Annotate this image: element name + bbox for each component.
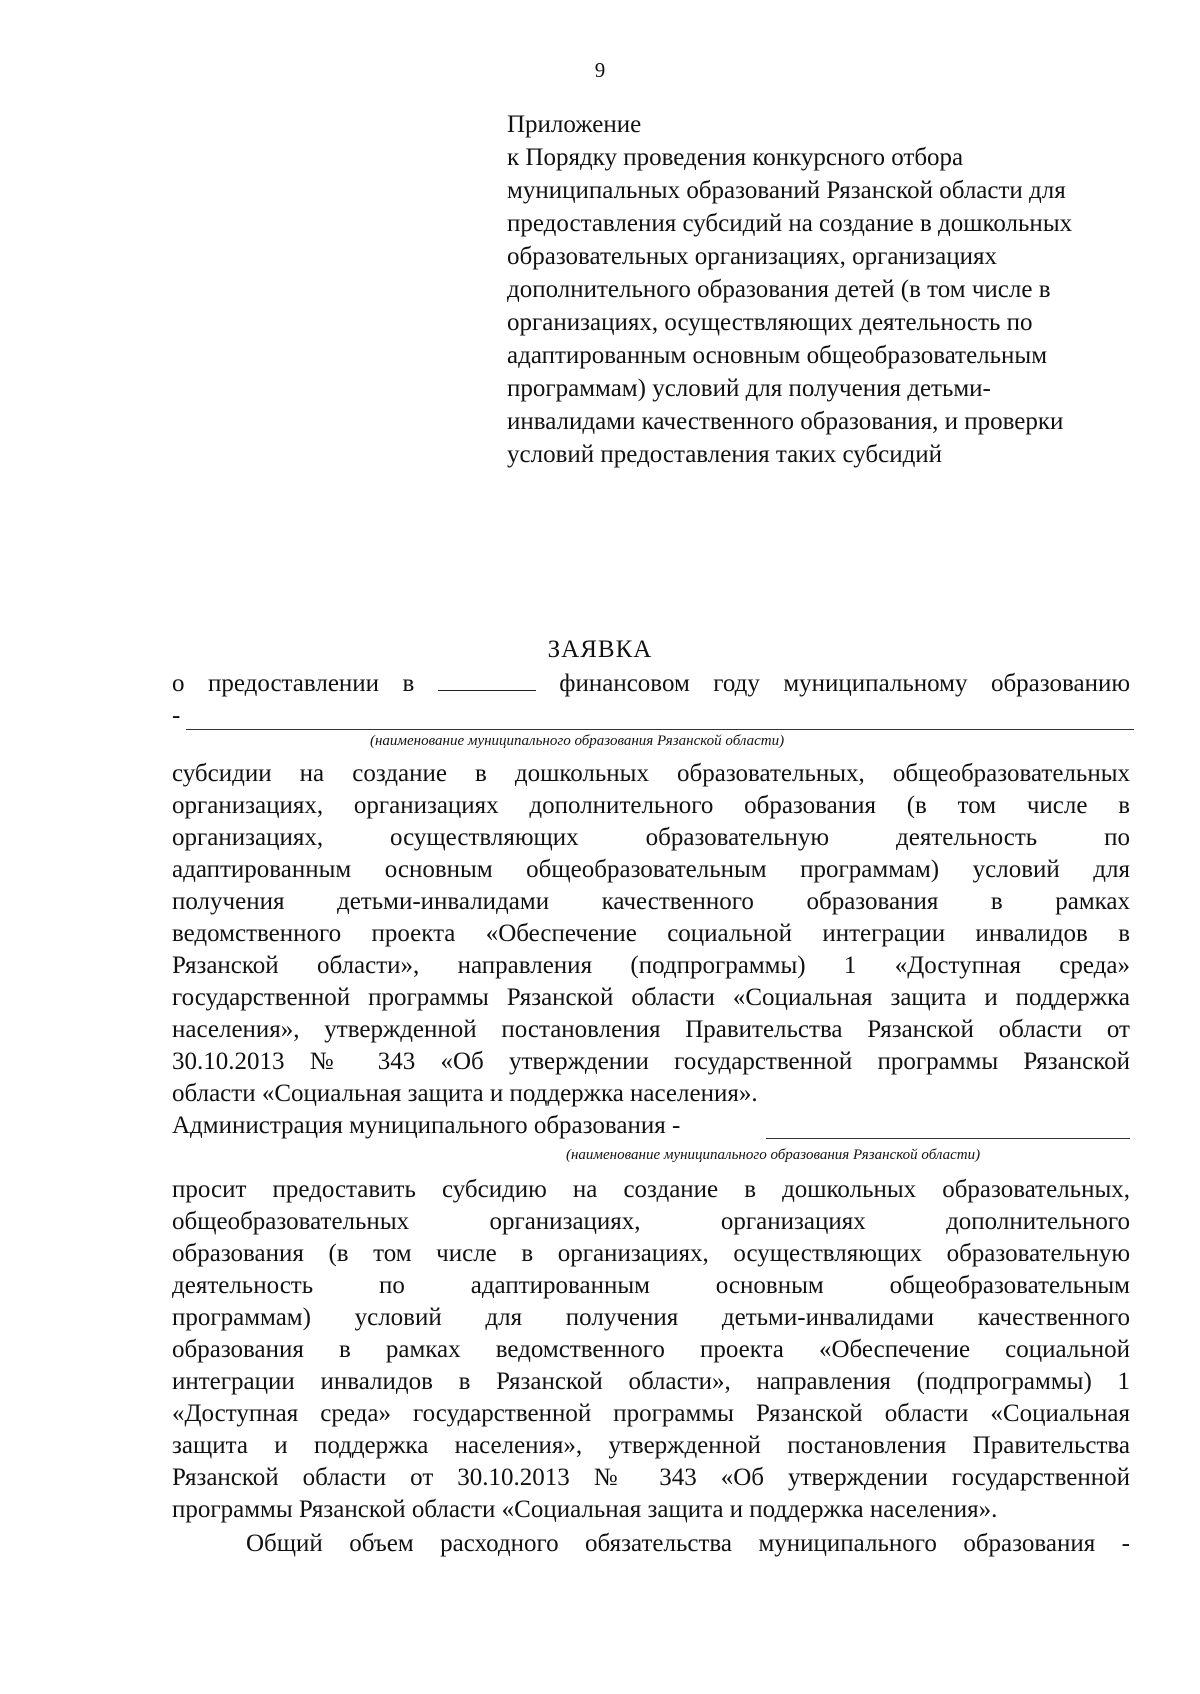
paragraph-line: адаптированным основным общеобразовательным программам) условий для (172, 856, 1130, 883)
intro-before-blank: о предоставлении в (172, 670, 415, 697)
paragraph-2 (172, 1174, 1130, 1526)
document-title: ЗАЯВКА (547, 636, 653, 663)
paragraph-line: интеграции инвалидов в Рязанской области», направления (подпрограммы) 1 (172, 1368, 1130, 1395)
appendix-line: условий предоставления таких субсидий (507, 441, 943, 468)
paragraph-line: «Доступная среда» государственной программы Рязанской области «Социальная (172, 1400, 1130, 1427)
paragraph-line: организациях, осуществляющих образовательную деятельность по (172, 824, 1130, 851)
paragraph-line: деятельность по адаптированным основным общеобразовательным (172, 1272, 1130, 1299)
paragraph-line: области «Социальная защита и поддержка населения». (172, 1080, 758, 1107)
paragraph-line: государственной программы Рязанской области «Социальная защита и поддержка (172, 984, 1130, 1011)
appendix-line: предоставления субсидий на создание в дошкольных (507, 210, 1073, 237)
administration-name-field[interactable] (766, 1138, 1130, 1139)
administration-label: Администрация муниципального образования - (172, 1112, 681, 1139)
intro-line (172, 668, 1130, 700)
appendix-line: организациях, осуществляющих деятельность по (507, 309, 1033, 336)
intro-dash-line (172, 700, 1130, 732)
final-line-block (246, 1528, 1130, 1560)
appendix-line: дополнительного образования детей (в том числе в (507, 276, 1051, 303)
paragraph-line: Рязанской области от 30.10.2013 № 343 «Об утверждении государственной (172, 1464, 1130, 1491)
appendix-line: Приложение (507, 111, 642, 138)
paragraph-line: общеобразовательных организациях, организациях дополнительного (172, 1208, 1130, 1235)
paragraph-line: просит предоставить субсидию на создание в дошкольных образовательных, (172, 1176, 1130, 1203)
appendix-line: образовательных организациях, организациях (507, 243, 997, 270)
appendix-line: муниципальных образований Рязанской области для (507, 177, 1066, 204)
paragraph-1 (172, 758, 1130, 1110)
appendix-line: адаптированным основным общеобразовательным (507, 342, 1048, 369)
appendix-header (507, 108, 1147, 471)
appendix-line: программам) условий для получения детьми- (507, 375, 991, 402)
paragraph-line: организациях, организациях дополнительного образования (в том числе в (172, 792, 1130, 819)
year-blank-field[interactable] (438, 668, 536, 691)
paragraph-line: населения», утвержденной постановления Правительства Рязанской области от (172, 1016, 1130, 1043)
appendix-line: инвалидами качественного образования, и проверки (507, 408, 1064, 435)
paragraph-line: получения детьми-инвалидами качественного образования в рамках (172, 888, 1130, 915)
intro-after-blank: финансовом году муниципальному образованию (559, 670, 1130, 697)
paragraph-line: 30.10.2013 № 343 «Об утверждении государственной программы Рязанской (172, 1048, 1130, 1075)
paragraph-line: программы Рязанской области «Социальная защита и поддержка населения». (172, 1496, 998, 1523)
paragraph-line: ведомственного проекта «Обеспечение социальной интеграции инвалидов в (172, 920, 1130, 947)
intro-block (172, 668, 1130, 732)
paragraph-line: образования в рамках ведомственного проекта «Обеспечение социальной (172, 1336, 1130, 1363)
paragraph-line: субсидии на создание в дошкольных образовательных, общеобразовательных (172, 760, 1130, 787)
page-number: 9 (594, 58, 606, 82)
municipality-name-field[interactable] (186, 729, 1134, 730)
appendix-line: к Порядку проведения конкурсного отбора (507, 144, 964, 171)
paragraph-line: программам) условий для получения детьми-инвалидами качественного (172, 1304, 1130, 1331)
paragraph-line: защита и поддержка населения», утвержденной постановления Правительства (172, 1432, 1130, 1459)
administration-caption: (наименование муниципального образования Рязанской области) (566, 1147, 981, 1163)
paragraph-line: Рязанской области», направления (подпрограммы) 1 «Доступная среда» (172, 952, 1130, 979)
municipality-caption: (наименование муниципального образования Рязанской области) (370, 733, 785, 749)
paragraph-line: образования (в том числе в организациях, осуществляющих образовательную (172, 1240, 1130, 1267)
total-obligation-line: Общий объем расходного обязательства муниципального образования - (246, 1530, 1130, 1557)
intro-dash: - (172, 702, 181, 729)
